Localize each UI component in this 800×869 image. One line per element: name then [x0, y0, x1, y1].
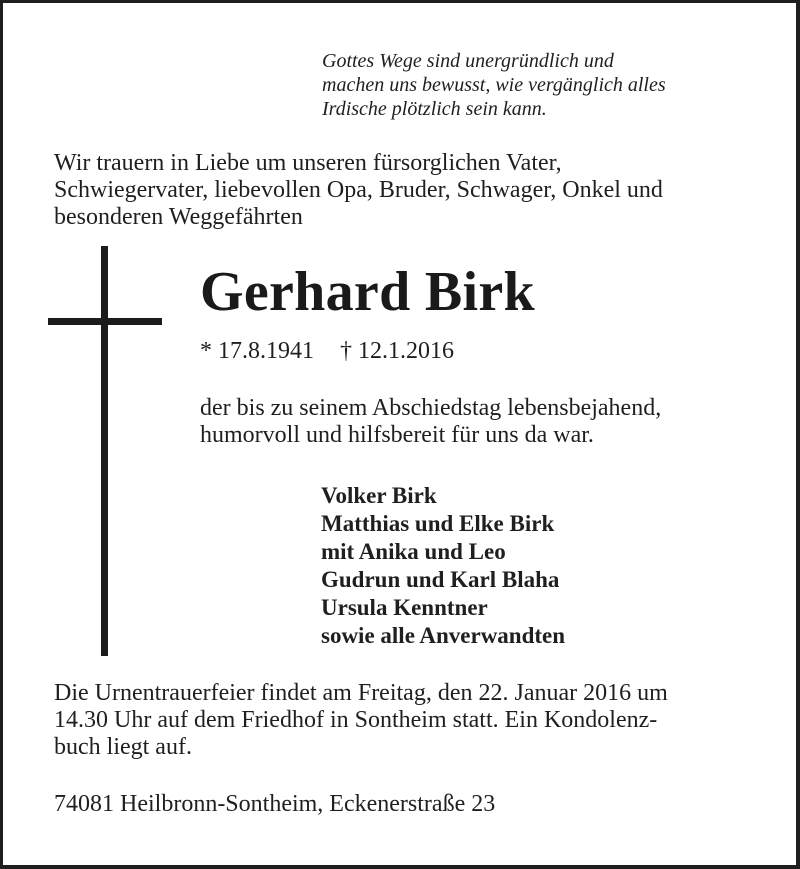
ceremony-line: buch liegt auf.	[54, 734, 192, 760]
intro-line: Schwiegervater, liebevollen Opa, Bruder, Schwager, Onkel und	[54, 177, 663, 203]
tribute-text	[200, 395, 661, 449]
cross-horizontal-bar	[48, 318, 162, 325]
deceased-name: Gerhard Birk	[200, 261, 535, 323]
mourner: Matthias und Elke Birk	[321, 511, 555, 536]
mourner: Gudrun und Karl Blaha	[321, 567, 560, 592]
death-date: † 12.1.2016	[340, 338, 454, 364]
intro-line: besonderen Weggefährten	[54, 204, 303, 230]
ceremony-line: Die Urnentrauerfeier findet am Freitag, den 22. Januar 2016 um	[54, 680, 668, 706]
tribute-line: humorvoll und hilfsbereit für uns da war.	[200, 422, 594, 448]
ceremony-info	[54, 680, 668, 761]
intro-line: Wir trauern in Liebe um unseren fürsorglichen Vater,	[54, 150, 562, 176]
mourner: Volker Birk	[321, 483, 437, 508]
mourner: sowie alle Anverwandten	[321, 623, 566, 648]
mourners-list	[321, 482, 565, 650]
mourner: Ursula Kenntner	[321, 595, 488, 620]
mourner: mit Anika und Leo	[321, 539, 506, 564]
intro-text	[54, 150, 663, 231]
motto-quote	[322, 49, 666, 121]
motto-line: machen uns bewusst, wie vergänglich alles	[322, 74, 666, 96]
motto-line: Irdische plötzlich sein kann.	[322, 98, 547, 120]
tribute-line: der bis zu seinem Abschiedstag lebensbejahend,	[200, 395, 662, 421]
motto-line: Gottes Wege sind unergründlich und	[322, 50, 614, 72]
ceremony-line: 14.30 Uhr auf dem Friedhof in Sontheim statt. Ein Kondolenz-	[54, 707, 658, 733]
life-dates	[200, 338, 454, 365]
cross-vertical-bar	[101, 246, 108, 656]
obituary-notice	[3, 3, 796, 865]
address: 74081 Heilbronn-Sontheim, Eckenerstraße 23	[54, 791, 496, 817]
birth-date: * 17.8.1941	[200, 338, 314, 364]
